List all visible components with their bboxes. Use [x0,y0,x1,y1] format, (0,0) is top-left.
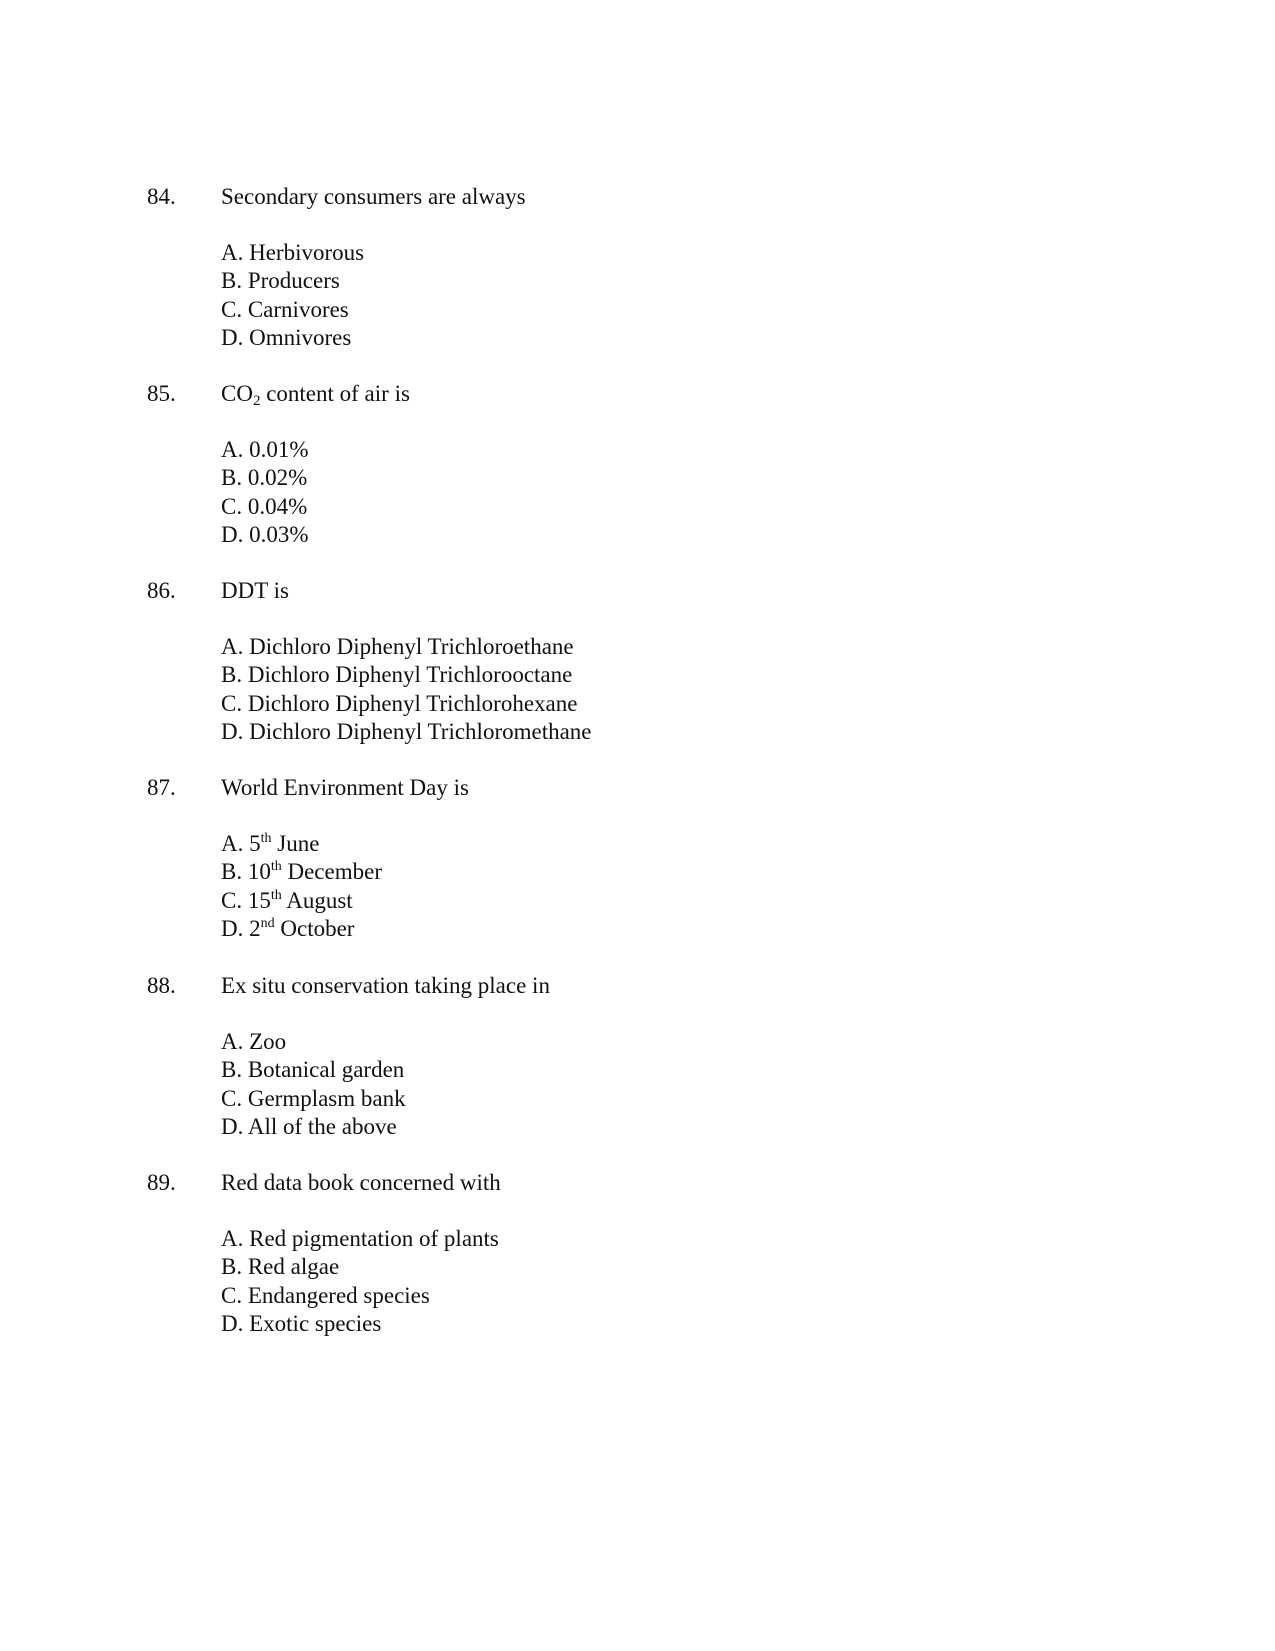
option-a-day: A. 5 [221,831,261,856]
question-text: World Environment Day is [221,775,469,800]
question-number: 84. [147,184,176,209]
option-d: D. Exotic species [221,1311,382,1337]
option-c: C. Carnivores [221,296,349,322]
answer-options [221,1028,406,1142]
option-b: B. Botanical garden [221,1057,405,1083]
option-c: C. Germplasm bank [221,1085,406,1111]
answer-options [221,1225,499,1339]
option-b: B. 0.02% [221,465,308,491]
question-text-prefix: CO [221,381,253,406]
ordinal-suffix: th [260,831,272,846]
option-d-day: D. 2 [221,916,261,942]
option-d: D. Dichloro Diphenyl Trichloromethane [221,719,592,745]
answer-options [221,239,364,353]
option-d-month: October [274,916,355,942]
question-number: 85. [147,381,176,406]
option-b: B. Red algae [221,1254,340,1280]
question-number: 89. [147,1170,176,1195]
option-c: C. 0.04% [221,493,308,519]
subscript-2: 2 [252,393,261,409]
option-a: A. Zoo [221,1029,287,1054]
question-text: Red data book concerned with [221,1170,501,1195]
option-a [221,830,382,858]
option-a: A. Red pigmentation of plants [221,1226,499,1251]
option-b: B. Producers [221,268,340,294]
option-b: B. Dichloro Diphenyl Trichlorooctane [221,662,573,688]
option-d [221,915,382,943]
option-a: A. Dichloro Diphenyl Trichloroethane [221,634,574,659]
option-d: D. Omnivores [221,325,352,351]
option-d: D. All of the above [221,1114,397,1140]
ordinal-suffix: th [270,887,282,903]
ordinal-suffix: th [270,859,282,875]
answer-options [221,830,382,944]
option-c: C. Endangered species [221,1282,430,1308]
option-d: D. 0.03% [221,522,309,548]
ordinal-suffix: nd [260,916,275,932]
option-c-day: C. 15 [221,887,271,913]
question-text: DDT is [221,578,289,603]
option-c: C. Dichloro Diphenyl Trichlorohexane [221,690,578,716]
option-c [221,887,382,915]
answer-options [221,436,309,550]
question-text-suffix: content of air is [260,381,410,406]
option-c-month: August [281,887,353,913]
question-text [221,380,410,408]
question-text: Secondary consumers are always [221,184,526,209]
option-a: A. Herbivorous [221,240,365,265]
option-a-month: June [271,831,320,856]
option-a: A. 0.01% [221,437,309,462]
question-number: 86. [147,578,176,603]
question-number: 87. [147,775,176,800]
option-b-month: December [281,859,382,885]
option-b [221,858,382,886]
question-number: 88. [147,973,176,998]
option-b-day: B. 10 [221,859,271,885]
answer-options [221,633,592,747]
question-text: Ex situ conservation taking place in [221,973,550,998]
